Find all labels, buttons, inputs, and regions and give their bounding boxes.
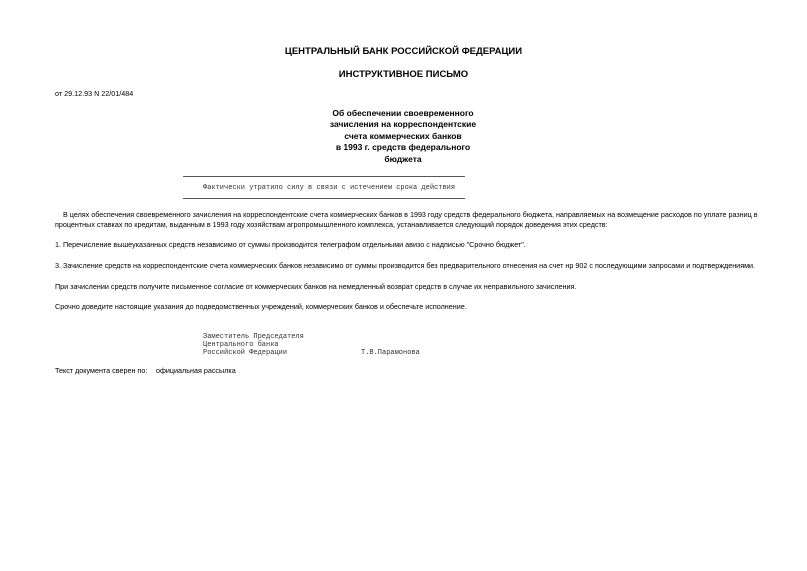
document-date-number: от 29.12.93 N 22/01/484 xyxy=(55,89,134,98)
divider-top xyxy=(183,176,465,177)
body-consent-paragraph: При зачислении средств получите письменное согласие от коммерческих банков на немедленный возврат средств в случае их неправильного зачисления. xyxy=(55,282,577,291)
body-item-1: 1. Перечисление вышеуказанных средств независимо от суммы производится телеграфом отдельными авизо с надписью "Срочно бюджет". xyxy=(55,240,526,249)
signature-title-line-3: Российской Федерации xyxy=(203,349,288,357)
subject-line: бюджета xyxy=(384,153,422,164)
subject-line: Об обеспечении своевременного xyxy=(332,108,474,118)
document-subject xyxy=(300,108,506,165)
body-item-3: 3. Зачисление средств на корреспондентские счета коммерческих банков независимо от суммы производится без предварительного отнесения на счет нр 902 с последующими запросами и подтверждениями. xyxy=(55,261,756,270)
subject-line: в 1993 г. средств федерального xyxy=(335,142,471,153)
signature-title-line-2: Центрального банка xyxy=(203,341,279,349)
verified-source: официальная рассылка xyxy=(156,366,236,375)
subject-line: счета коммерческих банков xyxy=(344,130,462,141)
bank-name-heading: ЦЕНТРАЛЬНЫЙ БАНК РОССИЙСКОЙ ФЕДЕРАЦИИ xyxy=(284,46,523,57)
verified-label: Текст документа сверен по: xyxy=(55,366,148,375)
divider-bottom xyxy=(183,198,465,199)
document-type-heading: ИНСТРУКТИВНОЕ ПИСЬМО xyxy=(338,69,469,80)
status-note: Фактически утратило силу в связи с истечением срока действия xyxy=(203,184,456,192)
body-intro-paragraph: В целях обеспечения своевременного зачисления на корреспондентские счета коммерческих банков в 1993 году средств федерального бюджета, направляемых на возмещение расходов по уплате разниц в процентных ставках по кредитам, выданным в 1993 году хозяйствам агропромышленного комплекса, устанавливается следующий порядок доведения этих средств: xyxy=(55,210,758,229)
signature-title-line-1: Заместитель Председателя xyxy=(203,333,304,341)
subject-line: зачисления на корреспондентские xyxy=(329,119,477,130)
body-closing-paragraph: Срочно доведите настоящие указания до подведомственных учреждений, коммерческих банков и обеспечьте исполнение. xyxy=(55,302,467,311)
signatory-name: Т.В.Парамонова xyxy=(361,349,420,357)
